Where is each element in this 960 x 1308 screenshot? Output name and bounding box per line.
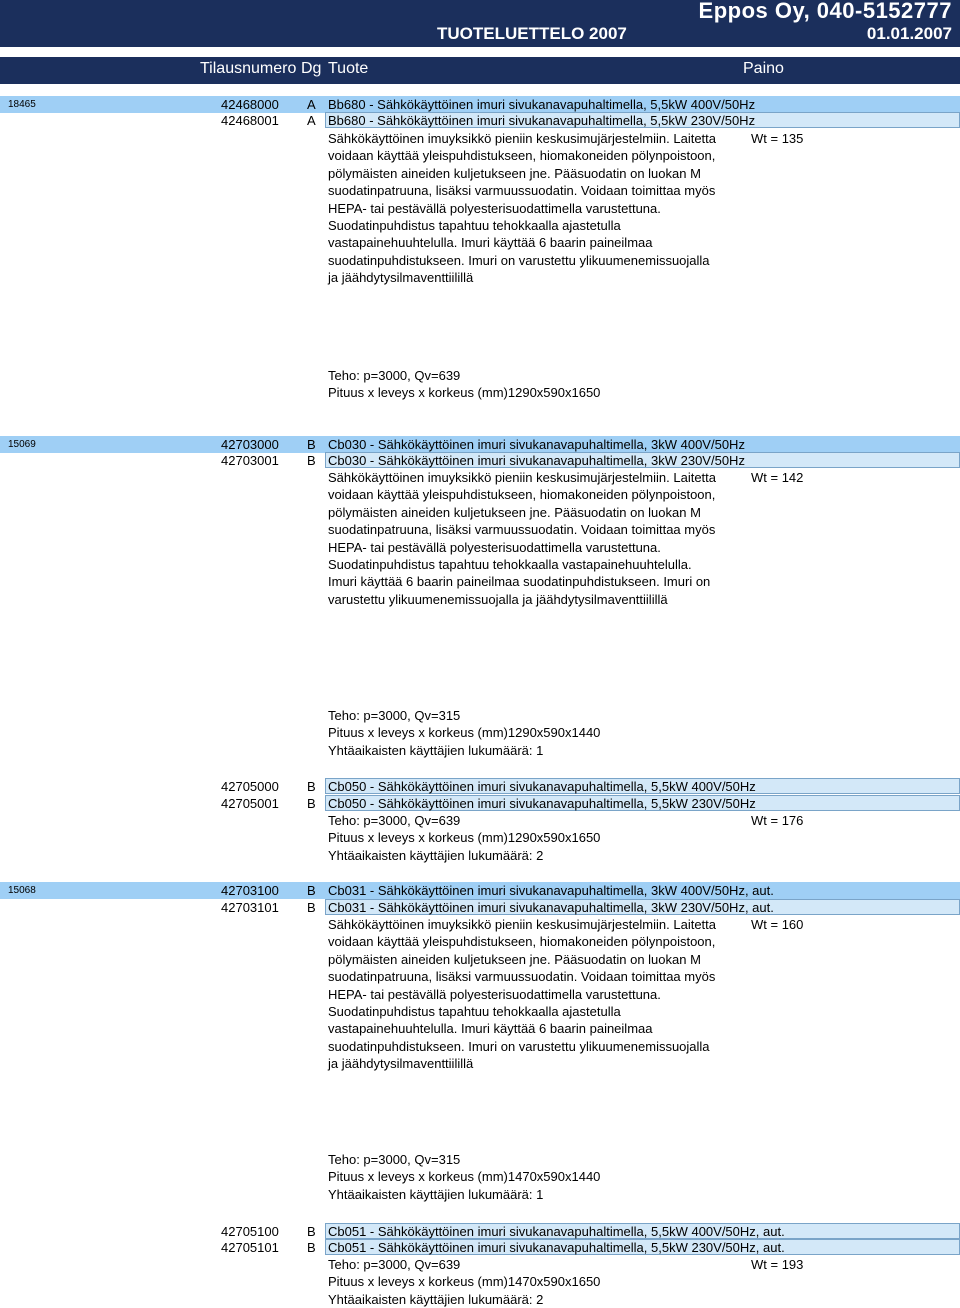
description-line: pölymäisten aineiden kuljetukseen jne. Pääsuodatin on luokan M	[328, 165, 701, 181]
order-code: 42468000	[221, 97, 279, 112]
order-code: 42703001	[221, 453, 279, 468]
description-line: Sähkökäyttöinen imuyksikkö pieniin keskusimujärjestelmiin. Laitetta	[328, 131, 717, 146]
catalog-date: 01.01.2007	[866, 24, 952, 43]
spec-line: Teho: p=3000, Qv=639	[328, 368, 461, 383]
dg-class: B	[307, 453, 316, 468]
product-id: 15069	[8, 439, 36, 450]
col-dg: Dg	[301, 60, 322, 77]
description-line: pölymäisten aineiden kuljetukseen jne. Pääsuodatin on luokan M	[328, 504, 701, 520]
product-name: Cb051 - Sähkökäyttöinen imuri sivukanavapuhaltimella, 5,5kW 400V/50Hz, aut.	[328, 1224, 785, 1239]
order-code: 42703000	[221, 437, 279, 452]
description-line: Suodatinpuhdistus tapahtuu tehokkaalla ajastetulla	[328, 1004, 621, 1020]
spec-line: Teho: p=3000, Qv=315	[328, 1152, 461, 1167]
spec-line: Yhtäaikaisten käyttäjien lukumäärä: 1	[328, 1186, 544, 1202]
product-specs	[328, 367, 600, 402]
description-line: Imuri käyttää 6 baarin paineilmaa suodatinpuhdistukseen. Imuri on	[328, 574, 711, 590]
description-line: pölymäisten aineiden kuljetukseen jne. Pääsuodatin on luokan M	[328, 951, 701, 967]
product-name: Cb030 - Sähkökäyttöinen imuri sivukanavapuhaltimella, 3kW 400V/50Hz	[328, 437, 745, 452]
col-product: Tuote	[328, 60, 369, 77]
spec-line: Teho: p=3000, Qv=315	[328, 708, 461, 723]
product-name: Cb050 - Sähkökäyttöinen imuri sivukanavapuhaltimella, 5,5kW 400V/50Hz	[328, 779, 756, 794]
product-weight: Wt = 135	[751, 131, 804, 146]
dg-class: B	[307, 796, 316, 811]
description-line: vastapainehuuhtelulla. Imuri käyttää 6 baarin paineilmaa	[328, 1021, 653, 1037]
spec-line: Yhtäaikaisten käyttäjien lukumäärä: 1	[328, 742, 544, 758]
dg-class: A	[307, 113, 316, 128]
spec-line: Yhtäaikaisten käyttäjien lukumäärä: 2	[328, 847, 544, 863]
description-line: vastapainehuuhtelulla. Imuri käyttää 6 baarin paineilmaa	[328, 235, 653, 251]
catalog-title: TUOTELUETTELO 2007	[437, 24, 627, 43]
order-code: 42705100	[221, 1224, 279, 1239]
description-line: HEPA- tai pestävällä polyesterisuodattimella varustettuna.	[328, 200, 661, 216]
spec-line: Yhtäaikaisten käyttäjien lukumäärä: 2	[328, 1291, 544, 1307]
description-line: Sähkökäyttöinen imuyksikkö pieniin keskusimujärjestelmiin. Laitetta	[328, 470, 717, 485]
description-line: suodatinpatruuna, lisäksi varmuussuodatin. Voidaan toimittaa myös	[328, 522, 716, 538]
product-name: Cb031 - Sähkökäyttöinen imuri sivukanavapuhaltimella, 3kW 400V/50Hz, aut.	[328, 883, 774, 898]
spec-line: Pituus x leveys x korkeus (mm)1290x590x1650	[328, 830, 601, 846]
description-line: Suodatinpuhdistus tapahtuu tehokkaalla ajastetulla	[328, 218, 621, 234]
product-description	[328, 469, 716, 608]
description-line: voidaan käyttää yleispuhdistukseen, hiomakoneiden pölynpoistoon,	[328, 487, 716, 503]
product-id: 15068	[8, 885, 36, 896]
product-weight: Wt = 142	[751, 470, 804, 485]
description-line: suodatinpatruuna, lisäksi varmuussuodatin. Voidaan toimittaa myös	[328, 969, 716, 985]
product-description	[328, 916, 716, 1073]
description-line: voidaan käyttää yleispuhdistukseen, hiomakoneiden pölynpoistoon,	[328, 934, 716, 950]
spec-line: Teho: p=3000, Qv=639	[328, 1257, 461, 1272]
description-line: ja jäähdytysilmaventtiilillä	[328, 270, 474, 286]
description-line: varustettu ylikuumenemissuojalla ja jäähdytysilmaventtiilillä	[328, 591, 668, 607]
col-order-number: Tilausnumero	[200, 60, 297, 77]
product-name: Cb031 - Sähkökäyttöinen imuri sivukanavapuhaltimella, 3kW 230V/50Hz, aut.	[328, 900, 774, 915]
spec-line: Pituus x leveys x korkeus (mm)1470x590x1440	[328, 1169, 601, 1185]
order-code: 42705101	[221, 1240, 279, 1255]
order-code: 42705001	[221, 796, 279, 811]
product-specs	[328, 707, 600, 759]
company-name: Eppos Oy, 040-5152777	[698, 0, 952, 23]
dg-class: B	[307, 883, 316, 898]
product-name: Bb680 - Sähkökäyttöinen imuri sivukanavapuhaltimella, 5,5kW 230V/50Hz	[328, 113, 756, 128]
product-name: Bb680 - Sähkökäyttöinen imuri sivukanavapuhaltimella, 5,5kW 400V/50Hz	[328, 97, 756, 112]
column-header-bar	[0, 57, 960, 84]
description-line: HEPA- tai pestävällä polyesterisuodattimella varustettuna.	[328, 539, 661, 555]
description-line: suodatinpatruuna, lisäksi varmuussuodatin. Voidaan toimittaa myös	[328, 183, 716, 199]
order-code: 42703100	[221, 883, 279, 898]
product-specs	[328, 1256, 600, 1308]
product-id: 18465	[8, 99, 36, 110]
order-code: 42703101	[221, 900, 279, 915]
spec-line: Pituus x leveys x korkeus (mm)1290x590x1440	[328, 725, 601, 741]
description-line: suodatinpuhdistukseen. Imuri on varustettu ylikuumenemissuojalla	[328, 252, 710, 268]
product-name: Cb051 - Sähkökäyttöinen imuri sivukanavapuhaltimella, 5,5kW 230V/50Hz, aut.	[328, 1240, 785, 1255]
description-line: suodatinpuhdistukseen. Imuri on varustettu ylikuumenemissuojalla	[328, 1038, 710, 1054]
description-line: ja jäähdytysilmaventtiilillä	[328, 1056, 474, 1072]
spec-line: Teho: p=3000, Qv=639	[328, 813, 461, 828]
product-weight: Wt = 176	[751, 813, 804, 828]
description-line: Sähkökäyttöinen imuyksikkö pieniin keskusimujärjestelmiin. Laitetta	[328, 917, 717, 932]
spec-line: Pituus x leveys x korkeus (mm)1470x590x1650	[328, 1274, 601, 1290]
product-specs	[328, 1151, 600, 1203]
product-specs	[328, 812, 600, 864]
dg-class: B	[307, 1224, 316, 1239]
order-code: 42705000	[221, 779, 279, 794]
dg-class: A	[307, 97, 316, 112]
product-name: Cb050 - Sähkökäyttöinen imuri sivukanavapuhaltimella, 5,5kW 230V/50Hz	[328, 796, 756, 811]
description-line: voidaan käyttää yleispuhdistukseen, hiomakoneiden pölynpoistoon,	[328, 148, 716, 164]
spec-line: Pituus x leveys x korkeus (mm)1290x590x1650	[328, 385, 601, 401]
dg-class: B	[307, 437, 316, 452]
product-weight: Wt = 160	[751, 917, 804, 932]
dg-class: B	[307, 900, 316, 915]
description-line: HEPA- tai pestävällä polyesterisuodattimella varustettuna.	[328, 986, 661, 1002]
order-code: 42468001	[221, 113, 279, 128]
product-weight: Wt = 193	[751, 1257, 804, 1272]
col-weight: Paino	[743, 60, 784, 77]
dg-class: B	[307, 779, 316, 794]
description-line: Suodatinpuhdistus tapahtuu tehokkaalla vastapainehuuhtelulla.	[328, 557, 692, 573]
product-description	[328, 130, 716, 287]
product-name: Cb030 - Sähkökäyttöinen imuri sivukanavapuhaltimella, 3kW 230V/50Hz	[328, 453, 745, 468]
dg-class: B	[307, 1240, 316, 1255]
header-bar	[0, 0, 960, 47]
